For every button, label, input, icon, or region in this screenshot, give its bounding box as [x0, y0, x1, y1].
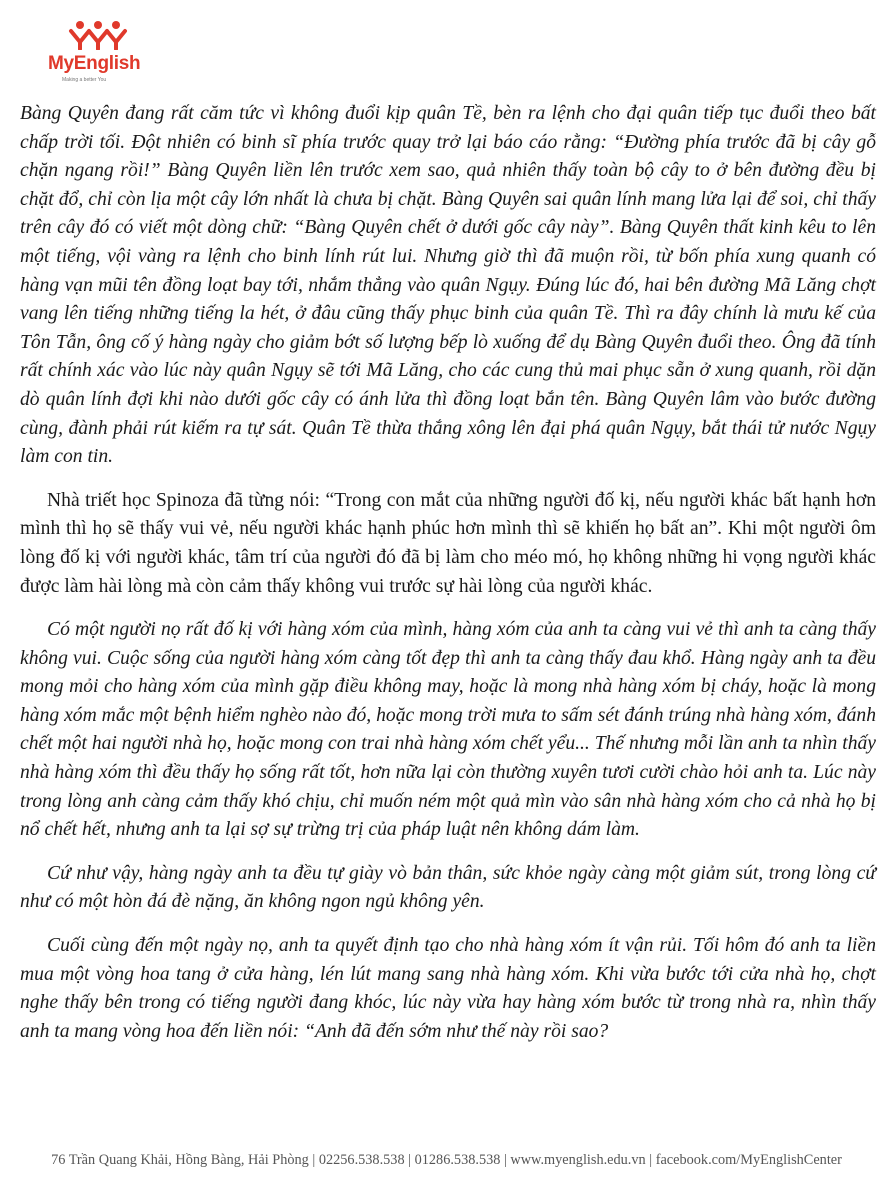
footer-contact: 76 Trần Quang Khải, Hồng Bàng, Hải Phòng | 02256.538.538 | 01286.538.538 | www.myenglish.edu.vn | facebook.com/MyEnglishCenter: [51, 1152, 842, 1168]
brand-tagline: Making a better You: [62, 77, 107, 83]
paragraph-funeral-wreath: Cuối cùng đến một ngày nọ, anh ta quyết định tạo cho nhà hàng xóm ít vận rủi. Tối hôm đó anh ta liền mua một vòng hoa tang ở cửa hàng, lén lút mang sang nhà hàng xóm. Khi vừa bước tới cửa nhà họ, chợt nghe thấy bên trong có tiếng người đang khóc, lúc này vừa hay hàng xóm bước từ trong nhà ra, nhìn thấy anh ta mang vòng hoa đến liền nói: “Anh đã đến sớm như thế này rồi sao?: [20, 935, 876, 1042]
brand-name: MyEnglish: [48, 53, 141, 74]
document-body: [20, 100, 876, 1061]
paragraph-spinoza-quote: Nhà triết học Spinoza đã từng nói: “Trong con mắt của những người đố kị, nếu người khác bất hạnh hơn mình thì họ sẽ thấy vui vẻ, nếu người khác hạnh phúc hơn mình thì sẽ khiến họ bất an”. Khi một người ôm lòng đố kị với người khác, tâm trí của người đó đã bị làm cho méo mó, họ không những hi vọng người khác được làm hài lòng mà còn cảm thấy không vui trước sự hài lòng của người khác.: [20, 489, 876, 597]
paragraph-jealous-neighbor: Có một người nọ rất đố kị với hàng xóm của mình, hàng xóm của anh ta càng vui vẻ thì anh ta càng thấy không vui. Cuộc sống của người hàng xóm càng tốt đẹp thì anh ta càng thấy đau khổ. Hàng ngày anh ta đều mong mỏi cho hàng xóm của mình gặp điều không may, hoặc là mong nhà hàng xóm bị cháy, hoặc là mong hàng xóm mắc một bệnh hiểm nghèo nào đó, hoặc mong trời mưa to sấm sét đánh trúng nhà hàng xóm, đánh chết một hai người nhà họ, hoặc mong con trai nhà hàng xóm chết yểu... Thế nhưng mỗi lần anh ta nhìn thấy nhà hàng xóm thì đều thấy họ sống rất tốt, hơn nữa lại còn thường xuyên tươi cười chào hỏi anh ta. Lúc này trong lòng anh càng cảm thấy khó chịu, chỉ muốn ném một quả mìn vào sân nhà hàng xóm cho cả nhà họ bị nổ chết hết, nhưng anh ta lại sợ sự trừng trị của pháp luật nên không dám làm.: [20, 619, 876, 841]
paragraph-self-torment: Cứ như vậy, hàng ngày anh ta đều tự giày vò bản thân, sức khỏe ngày càng một giảm sút, trong lòng cứ như có một hòn đá đè nặng, ăn không ngon ngủ không yên.: [20, 862, 876, 913]
paragraph-story-ending: Bàng Quyên đang rất căm tức vì không đuổi kịp quân Tề, bèn ra lệnh cho đại quân tiếp tục đuổi theo bất chấp trời tối. Đột nhiên có binh sĩ phía trước quay trở lại báo cáo rằng: “Đường phía trước đã bị cây gỗ chặn ngang rồi!” Bàng Quyên liền lên trước xem sao, quả nhiên thấy toàn bộ cây to ở bên đường đều bị chặt đổ, chỉ còn lịa một cây lớn nhất là chưa bị chặt. Bàng Quyên sai quân lính mang lửa lại để soi, chỉ thấy trên cây đó có viết một dòng chữ: “Bàng Quyên chết ở dưới gốc cây này”. Bàng Quyên thất kinh kêu to lên một tiếng, vội vàng ra lệnh cho binh lính rút lui. Nhưng giờ thì đã muộn rồi, từ bốn phía xung quanh có hàng vạn mũi tên đồng loạt bay tới, nhắm thẳng vào quân Ngụy. Đúng lúc đó, hai bên đường Mã Lăng chợt vang lên tiếng những tiếng la hét, ở đâu cũng thấy phục binh của quân Tề. Thì ra đây chính là mưu kế của Tôn Tẫn, ông cố ý hàng ngày cho giảm bớt số lượng bếp lò xuống để dụ Bàng Quyên đuổi theo. Ông đã tính rất chính xác vào lúc này quân Ngụy sẽ tới Mã Lăng, cho các cung thủ mai phục sẵn ở xung quanh, rồi dặn dò quân lính đợi khi nào dưới gốc cây có ánh lửa thì đồng loạt bắn tên. Bàng Quyên lâm vào bước đường cùng, đành phải rút kiếm ra tự sát. Quân Tề thừa thắng xông lên đại phá quân Ngụy, bắt thái tử nước Ngụy làm con tin.: [20, 103, 876, 468]
three-people-logo-icon: [68, 20, 128, 50]
header-logo[interactable]: [48, 20, 158, 90]
